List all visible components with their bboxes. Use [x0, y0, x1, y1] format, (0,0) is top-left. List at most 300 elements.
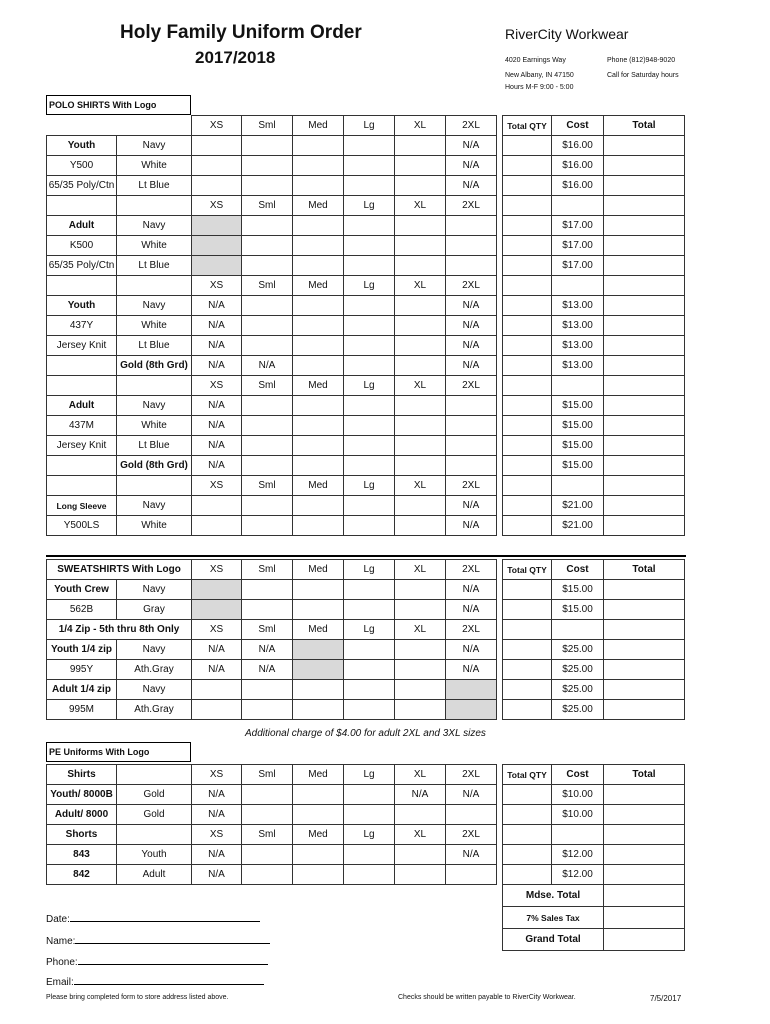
price-cell: $25.00: [552, 680, 604, 700]
size-header-lg: Lg: [344, 560, 395, 580]
total-qty-cell[interactable]: [503, 416, 552, 436]
sweatshirt-table: [46, 559, 685, 720]
qty-cell[interactable]: [242, 396, 293, 416]
price-cell: $13.00: [552, 356, 604, 376]
style-number: 437Y: [47, 316, 117, 336]
total-qty-cell[interactable]: [503, 156, 552, 176]
na-cell: N/A: [192, 336, 242, 356]
qty-cell[interactable]: [242, 296, 293, 316]
qty-cell[interactable]: [293, 680, 344, 700]
qty-cell[interactable]: [344, 256, 395, 276]
qty-cell[interactable]: [242, 845, 293, 865]
qty-cell[interactable]: [293, 516, 344, 536]
price-cell: $15.00: [552, 416, 604, 436]
qty-cell[interactable]: [344, 336, 395, 356]
qty-cell[interactable]: [242, 136, 293, 156]
size-header-lg: Lg: [344, 116, 395, 136]
qty-cell[interactable]: [344, 176, 395, 196]
style-number: 562B: [47, 600, 117, 620]
qty-cell[interactable]: [395, 396, 446, 416]
qty-cell[interactable]: [293, 785, 344, 805]
qty-cell[interactable]: [293, 296, 344, 316]
total-qty-cell[interactable]: [503, 296, 552, 316]
size-header-lg: Lg: [344, 276, 395, 296]
product-name: Youth: [47, 296, 117, 316]
na-cell: N/A: [446, 580, 497, 600]
size-header-xs: XS: [192, 825, 242, 845]
qty-cell[interactable]: [242, 176, 293, 196]
qty-cell[interactable]: [446, 216, 497, 236]
qty-cell[interactable]: [242, 316, 293, 336]
na-cell: N/A: [192, 436, 242, 456]
product-name: Youth 1/4 zip: [47, 640, 117, 660]
total-qty-cell[interactable]: [503, 256, 552, 276]
na-cell: N/A: [395, 785, 446, 805]
color-label: Gold: [117, 805, 192, 825]
section-divider: [46, 555, 686, 557]
qty-cell[interactable]: [344, 136, 395, 156]
unavailable-cell: [192, 236, 242, 256]
qty-cell[interactable]: [344, 216, 395, 236]
qty-cell[interactable]: [395, 336, 446, 356]
size-header-med: Med: [293, 376, 344, 396]
total-qty-cell[interactable]: [503, 580, 552, 600]
qty-cell[interactable]: [395, 436, 446, 456]
product-name: 843: [47, 845, 117, 865]
size-header-med: Med: [293, 276, 344, 296]
size-header-sml: Sml: [242, 116, 293, 136]
qty-cell[interactable]: [293, 600, 344, 620]
price-cell: $21.00: [552, 496, 604, 516]
qty-cell[interactable]: [242, 436, 293, 456]
qty-cell[interactable]: [293, 456, 344, 476]
size-header-sml: Sml: [242, 825, 293, 845]
color-label: White: [117, 236, 192, 256]
qty-cell[interactable]: [344, 580, 395, 600]
price-cell: $15.00: [552, 436, 604, 456]
qty-cell[interactable]: [344, 236, 395, 256]
qty-cell[interactable]: [344, 436, 395, 456]
qty-cell[interactable]: [242, 236, 293, 256]
price-cell: $10.00: [552, 785, 604, 805]
na-cell: N/A: [446, 296, 497, 316]
color-label: Gold (8th Grd): [117, 356, 192, 376]
product-name: Youth Crew: [47, 580, 117, 600]
unavailable-cell: [192, 216, 242, 236]
color-label: Lt Blue: [117, 256, 192, 276]
price-cell: $16.00: [552, 176, 604, 196]
na-cell: N/A: [192, 865, 242, 885]
line-total-cell[interactable]: [604, 316, 685, 336]
line-total-cell[interactable]: [604, 356, 685, 376]
line-total-cell[interactable]: [604, 845, 685, 865]
qty-cell[interactable]: [293, 356, 344, 376]
total-header: Total: [604, 116, 685, 136]
total-qty-cell[interactable]: [503, 176, 552, 196]
total-qty-cell[interactable]: [503, 356, 552, 376]
price-cell: $15.00: [552, 456, 604, 476]
qty-cell[interactable]: [293, 436, 344, 456]
line-total-cell[interactable]: [604, 580, 685, 600]
qty-cell[interactable]: [446, 805, 497, 825]
qty-cell[interactable]: [344, 356, 395, 376]
qty-cell[interactable]: [446, 865, 497, 885]
shirts-label: Shirts: [47, 765, 117, 785]
qty-cell[interactable]: [395, 156, 446, 176]
company-address: 4020 Earnings Way: [505, 57, 566, 64]
qty-cell[interactable]: [395, 845, 446, 865]
qty-cell[interactable]: [242, 600, 293, 620]
na-cell: N/A: [446, 176, 497, 196]
qty-cell[interactable]: [446, 416, 497, 436]
size-header-xl: XL: [395, 276, 446, 296]
qty-cell[interactable]: [192, 496, 242, 516]
total-qty-cell[interactable]: [503, 236, 552, 256]
name-label: Name:: [46, 936, 76, 947]
price-cell: $25.00: [552, 700, 604, 720]
total-qty-cell[interactable]: [503, 680, 552, 700]
total-qty-cell[interactable]: [503, 845, 552, 865]
qty-cell[interactable]: [395, 660, 446, 680]
price-cell: $10.00: [552, 805, 604, 825]
color-label: Gray: [117, 600, 192, 620]
line-total-cell[interactable]: [604, 296, 685, 316]
line-total-cell[interactable]: [604, 700, 685, 720]
total-qty-cell[interactable]: [503, 396, 552, 416]
qty-cell[interactable]: [293, 176, 344, 196]
cost-header: Cost: [552, 116, 604, 136]
size-header-2xl: 2XL: [446, 196, 497, 216]
qty-cell[interactable]: [344, 640, 395, 660]
qty-cell[interactable]: [446, 436, 497, 456]
qty-cell[interactable]: [293, 396, 344, 416]
total-qty-cell[interactable]: [503, 865, 552, 885]
price-cell: $17.00: [552, 216, 604, 236]
phone-label: Phone:: [46, 957, 78, 968]
price-cell: $13.00: [552, 296, 604, 316]
size-header-xl: XL: [395, 825, 446, 845]
qty-cell[interactable]: [395, 805, 446, 825]
size-header-xs: XS: [192, 560, 242, 580]
size-header-sml: Sml: [242, 376, 293, 396]
qty-cell[interactable]: [192, 156, 242, 176]
qty-cell[interactable]: [344, 296, 395, 316]
qty-cell[interactable]: [344, 600, 395, 620]
line-total-cell[interactable]: [604, 680, 685, 700]
qty-cell[interactable]: [395, 296, 446, 316]
qty-cell[interactable]: [293, 136, 344, 156]
qty-cell[interactable]: [242, 805, 293, 825]
line-total-cell[interactable]: [604, 176, 685, 196]
qty-cell[interactable]: [344, 156, 395, 176]
qty-cell[interactable]: [293, 700, 344, 720]
size-header-xl: XL: [395, 116, 446, 136]
total-qty-header: Total QTY: [503, 560, 552, 580]
qty-cell[interactable]: [344, 396, 395, 416]
unavailable-cell: [293, 640, 344, 660]
qty-cell[interactable]: [344, 700, 395, 720]
date-field[interactable]: [46, 910, 260, 925]
line-total-cell[interactable]: [604, 865, 685, 885]
total-qty-cell[interactable]: [503, 336, 552, 356]
qty-cell[interactable]: [395, 496, 446, 516]
line-total-cell[interactable]: [604, 136, 685, 156]
na-cell: N/A: [446, 356, 497, 376]
line-total-cell[interactable]: [604, 640, 685, 660]
qty-cell[interactable]: [446, 456, 497, 476]
qty-cell[interactable]: [395, 256, 446, 276]
qty-cell[interactable]: [395, 236, 446, 256]
total-qty-cell[interactable]: [503, 805, 552, 825]
qty-cell[interactable]: [344, 865, 395, 885]
line-total-cell[interactable]: [604, 516, 685, 536]
qty-cell[interactable]: [344, 516, 395, 536]
price-cell: $16.00: [552, 156, 604, 176]
size-header-sml: Sml: [242, 196, 293, 216]
qty-cell[interactable]: [395, 516, 446, 536]
total-qty-cell[interactable]: [503, 640, 552, 660]
name-field[interactable]: [46, 932, 270, 947]
na-cell: N/A: [446, 336, 497, 356]
total-qty-cell[interactable]: [503, 316, 552, 336]
pe-heading: PE Uniforms With Logo: [46, 742, 191, 762]
qty-cell[interactable]: [293, 496, 344, 516]
price-cell: $25.00: [552, 640, 604, 660]
na-cell: N/A: [192, 785, 242, 805]
qty-cell[interactable]: [446, 396, 497, 416]
qty-cell[interactable]: [192, 136, 242, 156]
line-total-cell[interactable]: [604, 660, 685, 680]
price-cell: $21.00: [552, 516, 604, 536]
na-cell: N/A: [446, 660, 497, 680]
qty-cell[interactable]: [293, 156, 344, 176]
qty-cell[interactable]: [395, 700, 446, 720]
surcharge-note: Additional charge of $4.00 for adult 2XL and 3XL sizes: [245, 728, 486, 739]
color-label: White: [117, 156, 192, 176]
qty-cell[interactable]: [242, 216, 293, 236]
qty-cell[interactable]: [395, 580, 446, 600]
total-qty-cell[interactable]: [503, 496, 552, 516]
unavailable-cell: [293, 660, 344, 680]
qty-cell[interactable]: [242, 156, 293, 176]
qty-cell[interactable]: [344, 660, 395, 680]
line-total-cell[interactable]: [604, 600, 685, 620]
qty-cell[interactable]: [192, 700, 242, 720]
na-cell: N/A: [192, 845, 242, 865]
size-header-sml: Sml: [242, 276, 293, 296]
qty-cell[interactable]: [395, 176, 446, 196]
na-cell: N/A: [192, 296, 242, 316]
size-header-xs: XS: [192, 620, 242, 640]
qty-cell[interactable]: [293, 316, 344, 336]
style-number: Y500LS: [47, 516, 117, 536]
qty-cell[interactable]: [395, 456, 446, 476]
color-label: Gold (8th Grd): [117, 456, 192, 476]
qty-cell[interactable]: [293, 865, 344, 885]
style-number: 995M: [47, 700, 117, 720]
total-header: Total: [604, 765, 685, 785]
qty-cell[interactable]: [242, 700, 293, 720]
line-total-cell[interactable]: [604, 785, 685, 805]
color-label: Navy: [117, 640, 192, 660]
line-total-cell[interactable]: [604, 805, 685, 825]
line-total-cell[interactable]: [604, 256, 685, 276]
size-header-sml: Sml: [242, 560, 293, 580]
total-header: Total: [604, 560, 685, 580]
qty-cell[interactable]: [293, 805, 344, 825]
size-header-med: Med: [293, 825, 344, 845]
qty-cell[interactable]: [293, 416, 344, 436]
line-total-cell[interactable]: [604, 236, 685, 256]
size-header-lg: Lg: [344, 620, 395, 640]
total-qty-cell[interactable]: [503, 700, 552, 720]
price-cell: $17.00: [552, 236, 604, 256]
qty-cell[interactable]: [344, 805, 395, 825]
qty-cell[interactable]: [242, 416, 293, 436]
qty-cell[interactable]: [446, 256, 497, 276]
total-qty-cell[interactable]: [503, 216, 552, 236]
size-header-lg: Lg: [344, 825, 395, 845]
qty-cell[interactable]: [192, 516, 242, 536]
company-city: New Albany, IN 47150: [505, 72, 574, 79]
product-name: Adult/ 8000: [47, 805, 117, 825]
qty-cell[interactable]: [395, 600, 446, 620]
qty-cell[interactable]: [344, 416, 395, 436]
unavailable-cell: [192, 600, 242, 620]
total-qty-cell[interactable]: [503, 516, 552, 536]
price-cell: $12.00: [552, 865, 604, 885]
qty-cell[interactable]: [293, 256, 344, 276]
cost-header: Cost: [552, 560, 604, 580]
color-label: Ath.Gray: [117, 660, 192, 680]
total-qty-cell[interactable]: [503, 660, 552, 680]
color-label: Navy: [117, 296, 192, 316]
mdse-total-value[interactable]: [604, 885, 685, 907]
size-header-sml: Sml: [242, 765, 293, 785]
color-label: Lt Blue: [117, 336, 192, 356]
line-total-cell[interactable]: [604, 496, 685, 516]
company-phone: Phone (812)948-9020: [607, 57, 676, 64]
total-qty-cell[interactable]: [503, 600, 552, 620]
line-total-cell[interactable]: [604, 216, 685, 236]
total-qty-cell[interactable]: [503, 136, 552, 156]
size-header-xl: XL: [395, 376, 446, 396]
qty-cell[interactable]: [395, 136, 446, 156]
product-name: Long Sleeve: [47, 496, 117, 516]
qty-cell[interactable]: [344, 785, 395, 805]
pe-table: [46, 764, 685, 885]
qty-cell[interactable]: [242, 785, 293, 805]
qty-cell[interactable]: [192, 680, 242, 700]
qty-cell[interactable]: [242, 456, 293, 476]
qty-cell[interactable]: [395, 356, 446, 376]
qty-cell[interactable]: [242, 256, 293, 276]
qty-cell[interactable]: [293, 336, 344, 356]
sweatshirt-heading: SWEATSHIRTS With Logo: [47, 560, 192, 580]
qty-cell[interactable]: [293, 580, 344, 600]
qty-cell[interactable]: [395, 416, 446, 436]
size-header-med: Med: [293, 560, 344, 580]
size-header-xs: XS: [192, 276, 242, 296]
style-number: K500: [47, 236, 117, 256]
fabric-label: 65/35 Poly/Ctn: [47, 176, 117, 196]
na-cell: N/A: [446, 785, 497, 805]
qty-cell[interactable]: [242, 865, 293, 885]
line-total-cell[interactable]: [604, 396, 685, 416]
qty-cell[interactable]: [293, 216, 344, 236]
style-number: 995Y: [47, 660, 117, 680]
line-total-cell[interactable]: [604, 336, 685, 356]
qty-cell[interactable]: [293, 236, 344, 256]
phone-field[interactable]: [46, 953, 268, 968]
qty-cell[interactable]: [242, 336, 293, 356]
total-qty-cell[interactable]: [503, 456, 552, 476]
qty-cell[interactable]: [395, 316, 446, 336]
total-qty-cell[interactable]: [503, 436, 552, 456]
product-name: Adult: [47, 396, 117, 416]
qty-cell[interactable]: [242, 580, 293, 600]
unavailable-cell: [192, 256, 242, 276]
footer-instructions: Please bring completed form to store address listed above.: [46, 994, 229, 1001]
na-cell: N/A: [192, 640, 242, 660]
shorts-label: Shorts: [47, 825, 117, 845]
qty-cell[interactable]: [395, 216, 446, 236]
grand-total-label: Grand Total: [503, 929, 604, 951]
qty-cell[interactable]: [344, 496, 395, 516]
na-cell: N/A: [446, 156, 497, 176]
qty-cell[interactable]: [344, 456, 395, 476]
price-cell: $25.00: [552, 660, 604, 680]
color-label: White: [117, 516, 192, 536]
price-cell: $15.00: [552, 580, 604, 600]
page-title: Holy Family Uniform Order: [120, 22, 362, 43]
qty-cell[interactable]: [395, 640, 446, 660]
line-total-cell[interactable]: [604, 416, 685, 436]
email-field[interactable]: [46, 973, 264, 988]
color-label: Navy: [117, 680, 192, 700]
color-label: Lt Blue: [117, 436, 192, 456]
qty-cell[interactable]: [242, 496, 293, 516]
price-cell: $13.00: [552, 316, 604, 336]
qty-cell[interactable]: [192, 176, 242, 196]
fabric-label: 65/35 Poly/Ctn: [47, 256, 117, 276]
total-qty-cell[interactable]: [503, 785, 552, 805]
qty-cell[interactable]: [242, 680, 293, 700]
size-header-2xl: 2XL: [446, 560, 497, 580]
total-qty-header: Total QTY: [503, 116, 552, 136]
qty-cell[interactable]: [446, 236, 497, 256]
line-total-cell[interactable]: [604, 436, 685, 456]
qty-cell[interactable]: [242, 516, 293, 536]
qty-cell[interactable]: [395, 680, 446, 700]
grand-total-value[interactable]: [604, 929, 685, 951]
qty-cell[interactable]: [395, 865, 446, 885]
school-year: 2017/2018: [195, 48, 276, 67]
company-name: RiverCity Workwear: [505, 26, 629, 42]
qty-cell[interactable]: [293, 845, 344, 865]
line-total-cell[interactable]: [604, 456, 685, 476]
qty-cell[interactable]: [344, 316, 395, 336]
size-header-2xl: 2XL: [446, 620, 497, 640]
na-cell: N/A: [242, 660, 293, 680]
line-total-cell[interactable]: [604, 156, 685, 176]
qty-cell[interactable]: [344, 680, 395, 700]
qty-cell[interactable]: [344, 845, 395, 865]
sales-tax-value[interactable]: [604, 907, 685, 929]
type-label: Youth: [117, 845, 192, 865]
product-name: Youth/ 8000B: [47, 785, 117, 805]
unavailable-cell: [192, 580, 242, 600]
